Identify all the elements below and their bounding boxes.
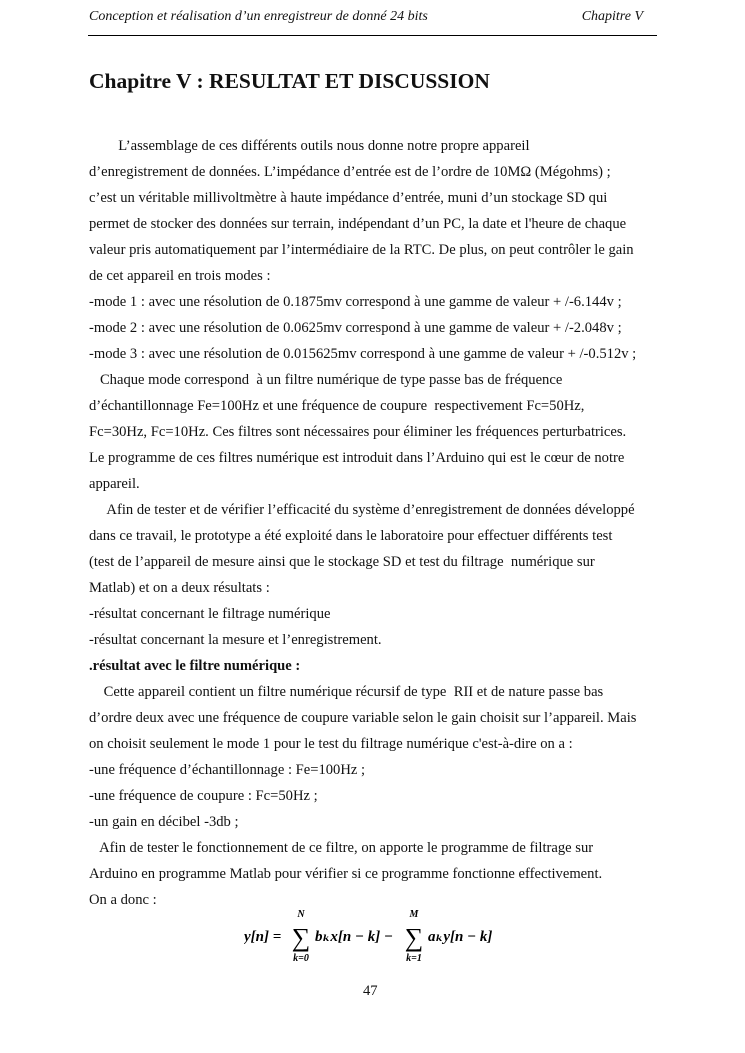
text-line: -résultat concernant la mesure et l’enregistrement. — [89, 632, 382, 648]
text-line: -mode 2 : avec une résolution de 0.0625mv correspond à une gamme de valeur + /-2.048v ; — [89, 320, 622, 336]
text-line: appareil. — [89, 476, 140, 492]
text-line: -mode 3 : avec une résolution de 0.015625mv correspond à une gamme de valeur + /-0.512v ; — [89, 346, 637, 362]
sum2-sigma: ∑ — [404, 923, 424, 952]
sum1-lower-limit: k=0 — [293, 953, 309, 964]
text-line: -mode 1 : avec une résolution de 0.1875mv correspond à une gamme de valeur + /-6.144v ; — [89, 294, 622, 310]
sum1-upper-limit: N — [297, 909, 305, 920]
text-line: d’enregistrement de données. L’impédance d’entrée est de l’ordre de 10MΩ (Mégohms) ; — [89, 164, 611, 180]
text-line: Le programme de ces filtres numérique est introduit dans l’Arduino qui est le cœur de notre — [89, 450, 625, 466]
text-line: (test de l’appareil de mesure ainsi que le stockage SD et test du filtrage numérique sur — [89, 554, 595, 570]
text-line: valeur pris automatiquement par l’intermédiaire de la RTC. De plus, on peut contrôler le gain — [89, 242, 634, 258]
text-line: Cette appareil contient un filtre numérique récursif de type RII et de nature passe bas — [89, 684, 604, 700]
difference-equation — [244, 908, 514, 964]
formula-lhs: y[n] = — [244, 929, 282, 945]
text-line: d’ordre deux avec une fréquence de coupure variable selon le gain choisit sur l’appareil. Mais — [89, 710, 637, 726]
sum2-lower-limit: k=1 — [406, 953, 422, 964]
text-line: -une fréquence d’échantillonnage : Fe=100Hz ; — [89, 762, 366, 778]
text-line: Arduino en programme Matlab pour vérifier si ce programme fonctionne effectivement. — [89, 866, 603, 882]
text-line: On a donc : — [89, 892, 157, 908]
text-line: on choisit seulement le mode 1 pour le test du filtrage numérique c'est-à-dire on a : — [89, 736, 573, 752]
sum2-upper-limit: M — [409, 909, 419, 920]
section-heading: .résultat avec le filtre numérique : — [89, 658, 301, 674]
text-line: c’est un véritable millivoltmètre à haute impédance d’entrée, muni d’un stockage SD qui — [89, 190, 608, 206]
text-line: -une fréquence de coupure : Fc=50Hz ; — [89, 788, 318, 804]
formula-term1: bₖx[n − k] − — [315, 929, 394, 945]
text-line: Afin de tester et de vérifier l’efficacité du système d’enregistrement de données développé — [89, 502, 635, 518]
text-line: Matlab) et on a deux résultats : — [89, 580, 270, 596]
text-line: Fc=30Hz, Fc=10Hz. Ces filtres sont nécessaires pour éliminer les fréquences perturbatrices. — [89, 424, 627, 440]
header-document-title: Conception et réalisation d’un enregistreur de donné 24 bits — [89, 9, 428, 24]
text-line: d’échantillonnage Fe=100Hz et une fréquence de coupure respectivement Fc=50Hz, — [89, 398, 585, 414]
chapter-title: Chapitre V : RESULTAT ET DISCUSSION — [89, 69, 490, 93]
text-line: -un gain en décibel -3db ; — [89, 814, 239, 830]
formula-term2: aₖy[n − k] — [428, 929, 493, 945]
page-number: 47 — [363, 983, 378, 999]
text-line: L’assemblage de ces différents outils nous donne notre propre appareil — [89, 138, 530, 154]
text-line: Chaque mode correspond à un filtre numérique de type passe bas de fréquence — [89, 372, 563, 388]
running-header — [88, 6, 657, 36]
header-chapter: Chapitre V — [581, 9, 643, 24]
text-line: -résultat concernant le filtrage numérique — [89, 606, 331, 622]
text-line: Afin de tester le fonctionnement de ce filtre, on apporte le programme de filtrage sur — [89, 840, 594, 856]
text-line: permet de stocker des données sur terrain, indépendant d’un PC, la date et l'heure de chaque — [89, 216, 627, 232]
text-line: de cet appareil en trois modes : — [89, 268, 271, 284]
text-line: dans ce travail, le prototype a été exploité dans le laboratoire pour effectuer différents test — [89, 528, 613, 544]
sum1-sigma: ∑ — [291, 923, 311, 952]
